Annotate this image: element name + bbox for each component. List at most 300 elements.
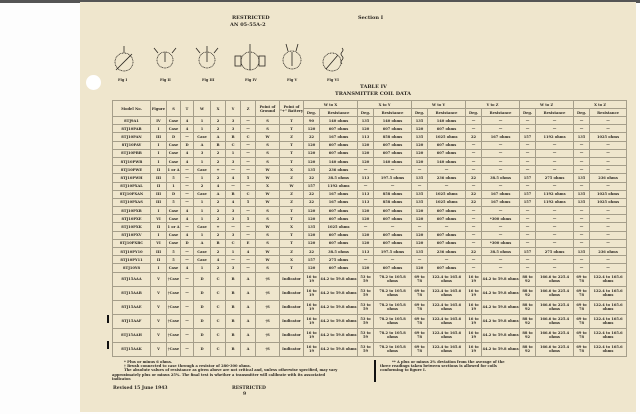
footnote-double-star: ** A plus or minus 2% deviation from the average of the three readings taken between sections is allowed for coils conforming to figure I. [374, 360, 512, 382]
table-cell: 135 [412, 190, 428, 198]
table-row [113, 256, 627, 264]
table-cell: — [482, 223, 520, 231]
group-header: X to Z [574, 101, 627, 109]
table-cell: 1 [194, 174, 211, 182]
coil-figures [110, 38, 350, 84]
table-cell: V [151, 314, 167, 328]
table-cell: 3 [226, 207, 241, 215]
table-cell: — [574, 207, 590, 215]
revised-date: Revised 15 June 1943 [113, 385, 168, 391]
table-cell: — [574, 166, 590, 174]
table-cell: 607 ohms [428, 239, 466, 247]
table-row [113, 215, 627, 223]
table-cell: 4 [181, 231, 194, 239]
table-cell: 122.4 to 165.6 ohms [590, 342, 627, 356]
table-cell: 1 [194, 231, 211, 239]
table-cell: 1 [194, 207, 211, 215]
table-cell: 120 [304, 231, 320, 239]
table-cell: 1 [194, 117, 211, 125]
table-cell: 8TJ10PXB [113, 207, 151, 215]
table-cell: — [536, 207, 574, 215]
table-row [113, 182, 627, 190]
table-cell: *300 ohms [482, 239, 520, 247]
group-header: Y to Z [466, 101, 520, 109]
table-cell: Case [194, 248, 211, 256]
table-cell: 38.5 ohms [320, 174, 358, 182]
table-cell: 69 to 78 [574, 342, 590, 356]
table-cell: — [241, 256, 256, 264]
table-cell: 16 to 19 [466, 328, 482, 342]
table-cell: — [536, 149, 574, 157]
table-cell: 120 [358, 125, 374, 133]
table-cell: 1 [194, 198, 211, 206]
restricted-header: RESTRICTED [232, 15, 270, 21]
table-cell: 8TJ10PXAS [113, 198, 151, 206]
table-cell: 3 [226, 231, 241, 239]
table-cell: — [181, 272, 194, 286]
table-cell: D [194, 314, 211, 328]
table-cell: A [194, 239, 211, 247]
table-cell: S [256, 125, 280, 133]
table-cell: 5 [241, 215, 256, 223]
table-cell: 607 ohms [374, 141, 412, 149]
figure-label: Fig IV [245, 78, 257, 82]
figure-label: Fig III [202, 78, 215, 82]
table-cell: — [466, 223, 482, 231]
table-cell: T [280, 215, 304, 223]
table-cell: 5 [167, 248, 181, 256]
table-row [113, 342, 627, 356]
table-cell: — [226, 166, 241, 174]
table-cell: Case [167, 215, 181, 223]
table-cell: 607 ohms [374, 207, 412, 215]
table-cell: — [428, 256, 466, 264]
table-cell: 607 ohms [374, 125, 412, 133]
table-cell: — [520, 182, 536, 190]
table-cell: — [241, 207, 256, 215]
resistance-header: Resistance [590, 109, 627, 117]
table-cell: — [181, 166, 194, 174]
resistance-header: Resistance [536, 109, 574, 117]
table-cell: 157 [520, 248, 536, 256]
table-row [113, 166, 627, 174]
table-cell: D [181, 141, 194, 149]
table-cell: 236 ohms [590, 248, 627, 256]
table-cell: IV [151, 117, 167, 125]
table-cell: 607 ohms [428, 207, 466, 215]
table-cell: 140 ohms [320, 157, 358, 165]
footnotes-left [112, 360, 344, 382]
table-cell: 1192 ohms [536, 190, 574, 198]
table-cell: — [412, 223, 428, 231]
table-cell: 120 [358, 207, 374, 215]
table-cell: — [241, 149, 256, 157]
footnote-general: The absolute values of resistance as given above are not critical and, unless otherwise specified, may vary approximately plus or minus 25%. The final test is whether a transmitter will calibrate with its associated indicator. [112, 368, 338, 382]
table-cell: — [181, 133, 194, 141]
table-cell: VI [151, 239, 167, 247]
deg-header: Deg. [412, 109, 428, 117]
table-cell: 69 to 78 [412, 342, 428, 356]
table-cell: 22 [304, 248, 320, 256]
table-cell: 607 ohms [428, 149, 466, 157]
table-cell: 858 ohms [374, 198, 412, 206]
table-cell: — [466, 264, 482, 272]
table-cell: 120 [304, 207, 320, 215]
table-cell: — [482, 231, 520, 239]
table-cell: — [226, 182, 241, 190]
table-cell: C [211, 328, 226, 342]
table-cell: 113 [358, 248, 374, 256]
table-cell: 4 [181, 157, 194, 165]
table-cell: III [151, 174, 167, 182]
table-cell: 120 [358, 141, 374, 149]
table-cell: 122.4 to 165.6 ohms [428, 286, 466, 300]
table-cell: 120 [412, 231, 428, 239]
table-cell: — [536, 264, 574, 272]
table-cell: 53 to 59 [358, 272, 374, 286]
table-cell: 16 to 19 [466, 286, 482, 300]
table-cell: — [181, 328, 194, 342]
table-cell: Case [194, 256, 211, 264]
table-cell: 2 [211, 207, 226, 215]
table-cell: C [211, 272, 226, 286]
table-cell: 44.2 to 59.8 ohms [320, 328, 358, 342]
table-row [113, 125, 627, 133]
table-cell: W [256, 133, 280, 141]
table-cell: 135 [574, 248, 590, 256]
table-cell: Case [167, 125, 181, 133]
table-cell: 120 [412, 141, 428, 149]
table-cell: 135 [412, 133, 428, 141]
table-cell: 16 to 19 [304, 286, 320, 300]
table-cell: 88 to 92 [520, 342, 536, 356]
table-cell: Case [167, 264, 181, 272]
table-row [113, 174, 627, 182]
deg-header: Deg. [520, 109, 536, 117]
table-cell: 122.4 to 165.6 ohms [590, 328, 627, 342]
table-row [113, 231, 627, 239]
table-cell: 22 [466, 133, 482, 141]
table-cell: — [181, 300, 194, 314]
table-cell: D [167, 133, 181, 141]
table-cell: 69 to 78 [574, 314, 590, 328]
table-cell: — [181, 256, 194, 264]
table-cell: 140 ohms [320, 117, 358, 125]
table-cell: Case [167, 117, 181, 125]
table-cell: 78.2 to 105.8 ohms [374, 286, 412, 300]
table-cell: 166.6 to 225.4 ohms [536, 342, 574, 356]
table-cell: 69 to 78 [574, 286, 590, 300]
table-cell: — [520, 256, 536, 264]
table-cell: — [590, 215, 627, 223]
table-cell: 38.5 ohms [482, 248, 520, 256]
table-cell: 122.4 to 165.6 ohms [590, 286, 627, 300]
table-cell: 607 ohms [428, 141, 466, 149]
table-cell: 120 [412, 125, 428, 133]
table-cell: — [241, 166, 256, 174]
table-cell: 607 ohms [374, 149, 412, 157]
table-cell: 16 to 19 [466, 342, 482, 356]
table-cell: — [466, 149, 482, 157]
table-cell: 236 ohms [428, 248, 466, 256]
table-cell: — [241, 117, 256, 125]
table-cell: 197.5 ohms [374, 248, 412, 256]
table-row [113, 223, 627, 231]
table-cell: 135 [412, 117, 428, 125]
table-cell: 607 ohms [428, 215, 466, 223]
table-cell: — [536, 157, 574, 165]
table-cell: 135 [412, 248, 428, 256]
table-cell: X [280, 256, 304, 264]
table-cell: 4 [211, 256, 226, 264]
table-cell: 858 ohms [374, 190, 412, 198]
table-cell: 120 [304, 141, 320, 149]
table-cell: 166.6 to 225.4 ohms [536, 314, 574, 328]
table-cell: — [241, 157, 256, 165]
table-cell: — [428, 223, 466, 231]
table-cell: V [151, 328, 167, 342]
table-cell: 607 ohms [320, 207, 358, 215]
table-cell: — [466, 231, 482, 239]
table-cell: Case [167, 149, 181, 157]
table-cell: — [520, 166, 536, 174]
table-cell: — [590, 231, 627, 239]
table-cell: V [151, 272, 167, 286]
table-cell: — [466, 239, 482, 247]
table-cell: 1025 ohms [590, 198, 627, 206]
table-cell: 16 to 19 [466, 272, 482, 286]
table-cell: — [374, 182, 412, 190]
table-cell: E [241, 239, 256, 247]
table-cell: 607 ohms [320, 215, 358, 223]
table-cell: II [151, 223, 167, 231]
table-cell: 120 [412, 215, 428, 223]
table-cell: — [412, 182, 428, 190]
table-cell: 8TJ10PWE [113, 166, 151, 174]
figure-label: Fig V [287, 78, 298, 82]
table-cell: 607 ohms [320, 239, 358, 247]
table-cell: II [151, 256, 167, 264]
table-cell: 607 ohms [428, 231, 466, 239]
table-cell: B [226, 328, 241, 342]
table-cell: — [226, 223, 241, 231]
table-cell: 140 ohms [374, 117, 412, 125]
table-cell: 120 [412, 264, 428, 272]
table-cell: 157 [520, 133, 536, 141]
table-cell: C [241, 133, 256, 141]
column-header: Y [226, 101, 241, 117]
table-cell: 1 or A [167, 223, 181, 231]
table-cell: — [536, 223, 574, 231]
table-cell: 113 [358, 190, 374, 198]
table-row [113, 248, 627, 256]
table-cell: 53 to 59 [358, 286, 374, 300]
column-header: Point of "+" Battery [280, 101, 304, 117]
table-cell: I [151, 231, 167, 239]
table-cell: 122.4 to 165.6 ohms [428, 328, 466, 342]
table-cell: 1 [194, 125, 211, 133]
table-cell: †Case [167, 286, 181, 300]
section-label: Section I [358, 15, 384, 21]
table-cell: 2 [211, 125, 226, 133]
table-cell: III [151, 133, 167, 141]
table-cell: — [520, 125, 536, 133]
column-header: Point of Ground [256, 101, 280, 117]
table-cell: — [536, 117, 574, 125]
table-cell: — [181, 248, 194, 256]
table-cell: — [520, 117, 536, 125]
table-cell: — [520, 231, 536, 239]
table-cell: — [374, 223, 412, 231]
table-cell: 3 [226, 157, 241, 165]
table-cell: 607 ohms [320, 231, 358, 239]
table-cell: 44.2 to 59.8 ohms [482, 342, 520, 356]
table-cell: II [151, 182, 167, 190]
table-cell: 1 [226, 248, 241, 256]
table-cell: 22 [304, 174, 320, 182]
table-cell: †S [256, 342, 280, 356]
table-row [113, 117, 627, 125]
table-cell: †Case [167, 342, 181, 356]
figure-label: Fig II [160, 78, 171, 82]
table-cell: 2 [211, 149, 226, 157]
table-cell: — [536, 141, 574, 149]
table-cell: 167 ohms [482, 133, 520, 141]
table-cell: S [256, 231, 280, 239]
table-cell: — [590, 256, 627, 264]
table-cell: S [256, 207, 280, 215]
table-cell: 140 ohms [374, 157, 412, 165]
table-row [113, 149, 627, 157]
table-cell: 16 to 19 [466, 314, 482, 328]
table-cell: 8TJ10PWB [113, 157, 151, 165]
table-cell: 607 ohms [374, 231, 412, 239]
table-cell: Z [280, 174, 304, 182]
table-cell: — [536, 166, 574, 174]
table-cell: 8TJ10PXBC [113, 239, 151, 247]
table-cell: Indicator [280, 342, 304, 356]
table-cell: VI [151, 215, 167, 223]
table-cell: B [226, 272, 241, 286]
coil-diagrams-icon [110, 38, 350, 78]
table-cell: 122.4 to 165.6 ohms [590, 314, 627, 328]
table-cell: 1 [226, 149, 241, 157]
table-cell: 88 to 92 [520, 286, 536, 300]
revision-bar [107, 315, 109, 323]
table-cell: 135 [304, 223, 320, 231]
table-cell: T [280, 157, 304, 165]
table-cell: 22 [466, 174, 482, 182]
table-cell: 5 [167, 174, 181, 182]
table-cell: II [151, 166, 167, 174]
table-cell: 167 ohms [320, 190, 358, 198]
table-cell: 3 [194, 149, 211, 157]
table-cell: — [482, 182, 520, 190]
table-cell: 120 [412, 149, 428, 157]
group-header: W to X [304, 101, 358, 109]
table-cell: 120 [358, 149, 374, 157]
resistance-header: Resistance [320, 109, 358, 117]
table-cell: 4 [226, 198, 241, 206]
footnote-dagger: † Brush connected to case through a resistor of 280-300 ohms. [124, 363, 251, 368]
table-cell: Z [280, 133, 304, 141]
table-cell: †S [256, 272, 280, 286]
table-cell: Z [280, 248, 304, 256]
table-cell: I [151, 149, 167, 157]
table-cell: *300 ohms [482, 215, 520, 223]
table-cell: D [194, 328, 211, 342]
table-cell: 2 [211, 231, 226, 239]
column-header: Figure [151, 101, 167, 117]
table-cell: — [574, 223, 590, 231]
table-cell: 22 [304, 133, 320, 141]
table-cell: 4 [181, 149, 194, 157]
table-cell: 236 ohms [320, 166, 358, 174]
table-cell: 2 [211, 215, 226, 223]
table-cell: B [226, 300, 241, 314]
table-cell: 157 [520, 190, 536, 198]
table-cell: 113 [358, 133, 374, 141]
table-row [113, 300, 627, 314]
table-cell: †Case [167, 314, 181, 328]
table-cell: — [482, 157, 520, 165]
table-cell: Indicator [280, 300, 304, 314]
table-cell: †S [256, 286, 280, 300]
table-cell: 607 ohms [374, 239, 412, 247]
table-cell: 4 [181, 125, 194, 133]
table-cell: 53 to 59 [358, 342, 374, 356]
table-cell: 44.2 to 59.8 ohms [320, 342, 358, 356]
table-cell: — [590, 117, 627, 125]
resistance-header: Resistance [374, 109, 412, 117]
table-cell: — [226, 256, 241, 264]
table-cell: 8TJ15AAH [113, 328, 151, 342]
table-cell: 8TJ10PY11 [113, 256, 151, 264]
table-cell: 858 ohms [374, 133, 412, 141]
table-cell: 8TJ15AAF [113, 314, 151, 328]
table-cell: 1192 ohms [536, 198, 574, 206]
table-cell: III [151, 190, 167, 198]
table-cell: 16 to 19 [304, 342, 320, 356]
table-cell: 5 [241, 174, 256, 182]
table-cell: 197.5 ohms [374, 174, 412, 182]
document-number: AN 05-55A-2 [230, 22, 266, 28]
table-cell: 1 [167, 182, 181, 190]
table-cell: — [536, 125, 574, 133]
table-cell: Case [194, 223, 211, 231]
column-header: Model No. [113, 101, 151, 117]
table-cell: S [256, 117, 280, 125]
table-cell: — [412, 256, 428, 264]
table-cell: I [151, 157, 167, 165]
table-cell: — [520, 215, 536, 223]
table-cell: — [181, 314, 194, 328]
punch-hole [86, 75, 101, 90]
table-cell: — [482, 264, 520, 272]
table-cell: Case [194, 133, 211, 141]
table-cell: 38.5 ohms [482, 174, 520, 182]
table-cell: — [536, 239, 574, 247]
table-cell: — [482, 256, 520, 264]
table-cell: — [466, 182, 482, 190]
figure-label: Fig VI [327, 78, 339, 82]
table-cell: Indicator [280, 272, 304, 286]
table-cell: S [256, 149, 280, 157]
table-cell: 53 to 59 [358, 300, 374, 314]
group-header: X to Y [358, 101, 412, 109]
table-cell: 8TJ15AAA [113, 272, 151, 286]
table-cell: T [280, 141, 304, 149]
